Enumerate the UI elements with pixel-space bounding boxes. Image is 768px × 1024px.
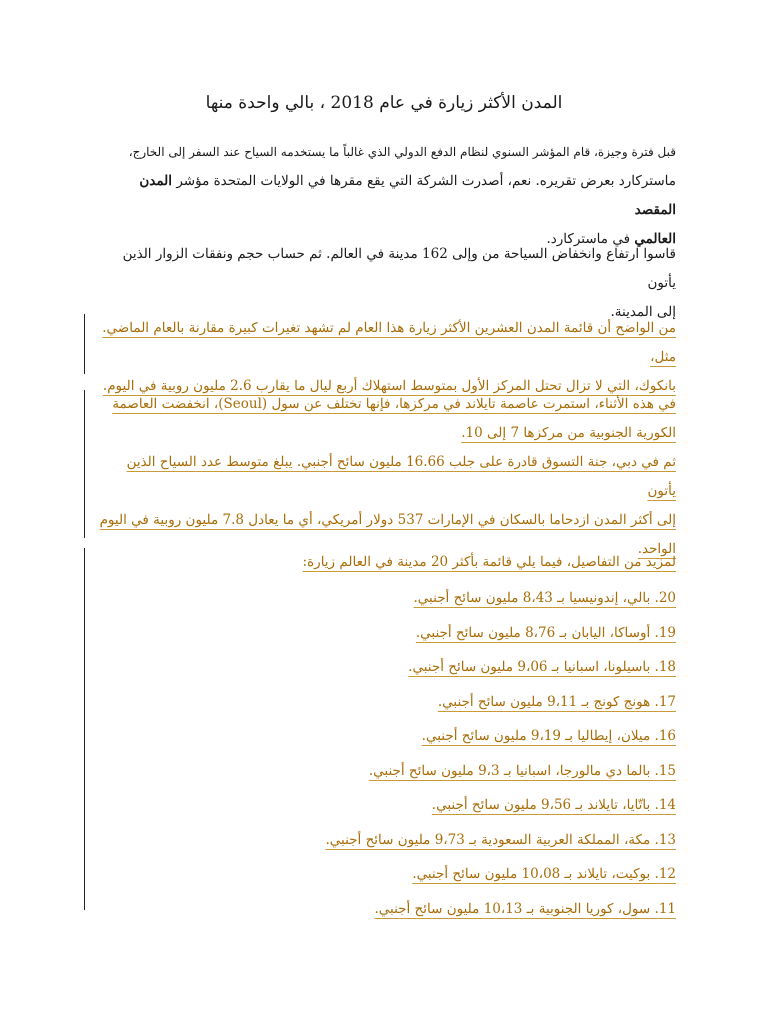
intro-bold-term-2: العالمي [634,231,676,247]
dubai-line-3: الواحد. [637,541,676,557]
method-line-2: إلى المدينة. [610,304,676,320]
list-item-text: 20. بالي، إندونيسيا بـ 8،43 مليون سائح أجنبي. [413,590,676,606]
list-item-text: 16. ميلان، إيطاليا بـ 9،19 مليون سائح أجنبي. [421,728,676,744]
list-item [96,652,676,687]
dubai-paragraph [96,448,676,564]
intro-bold-term-1: المدن المقصد [139,173,676,218]
list-item [96,721,676,756]
article-title: المدن الأكثر زيارة في عام 2018 ، بالي واحدة منها [205,93,563,113]
intro-line-2 [96,167,676,225]
seoul-line-1: في هذه الأثناء، استمرت عاصمة تايلاند في مركزها، فإنها تختلف عن سول (Seoul)، انخفضت العاصمة [112,396,676,412]
list-item [96,825,676,860]
list-item-text: 17. هونج كونج بـ 9،11 مليون سائح أجنبي. [437,693,676,710]
bangkok-line-2: بانكوك، التي لا تزال تحتل المركز الأول بمتوسط استهلاك أربع ليال ما يقارب 2.6 مليون روبية في اليوم. [102,378,676,394]
change-bar-2 [84,390,85,538]
list-item-text: 13. مكة، المملكة العربية السعودية بـ 9،73 مليون سائح أجنبي. [325,831,676,848]
list-item-text: 19. أوساكا، اليابان بـ 8،76 مليون سائح أجنبي. [415,624,676,641]
list-item [96,894,676,929]
list-item-text: 15. بالما دي مالورجا، اسبانيا بـ 9،3 مليون سائح أجنبي. [368,762,676,779]
city-list [96,583,676,928]
list-item [96,790,676,825]
dubai-line-2: إلى أكثر المدن ازدحاما بالسكان في الإمارات 537 دولار أمريكي، أي ما يعادل 7.8 مليون روبية في اليوم [99,512,676,528]
list-item [96,687,676,722]
intro-paragraph [96,138,676,254]
list-item-text: 14. باتّايا، تايلاند بـ 9،56 مليون سائح أجنبي. [431,797,676,813]
list-item [96,583,676,618]
change-bar-3 [84,548,85,910]
method-line-1: قاسوا ارتفاع وانخفاض السياحة من وإلى 162 مدينة في العالم. ثم حساب حجم ونفقات الزوار الذين يأتون [122,246,676,291]
seoul-line-2: الكورية الجنوبية من مركزها 7 إلى 10. [461,425,676,441]
bangkok-paragraph [96,314,676,401]
change-bar-1 [84,314,85,374]
list-item [96,756,676,791]
seoul-paragraph [96,390,676,448]
dubai-line-1: ثم في دبي، جنة التسوق قادرة على جلب 16.66 مليون سائح أجنبي. يبلغ متوسط عدد السياح الذين يأتون [126,454,676,499]
list-intro-text: لمزيد من التفاصيل، فيما يلي قائمة بأكثر 20 مدينة في العالم زيارة: [302,554,676,570]
intro-line-3-text: في ماستركارد. [546,231,635,247]
list-item-text: 12. بوكيت، تايلاند بـ 10،08 مليون سائح أجنبي. [412,866,676,882]
intro-line-1: قبل فترة وجيزة، قام المؤشر السنوي لنظام الدفع الدولي الذي غالباً ما يستخدمه السياح عند السفر إلى الخارج، [128,145,676,159]
list-intro [96,548,676,577]
list-item-text: 11. سول، كوريا الجنوبية بـ 10،13 مليون سائح أجنبي. [374,900,676,917]
list-item-text: 18. باسيلونا، اسبانيا بـ 9،06 مليون سائح أجنبي. [408,659,676,675]
bangkok-line-1: من الواضح أن قائمة المدن العشرين الأكثر زيارة هذا العام لم تشهد تغيرات كبيرة مقارنة بالعام الماضي. مثل، [102,320,676,365]
list-item [96,618,676,653]
list-item [96,859,676,894]
intro-line-2-text: ماستركارد بعرض تقريره. نعم، أصدرت الشركة التي يقع مقرها في الولايات المتحدة مؤشر [172,173,676,189]
